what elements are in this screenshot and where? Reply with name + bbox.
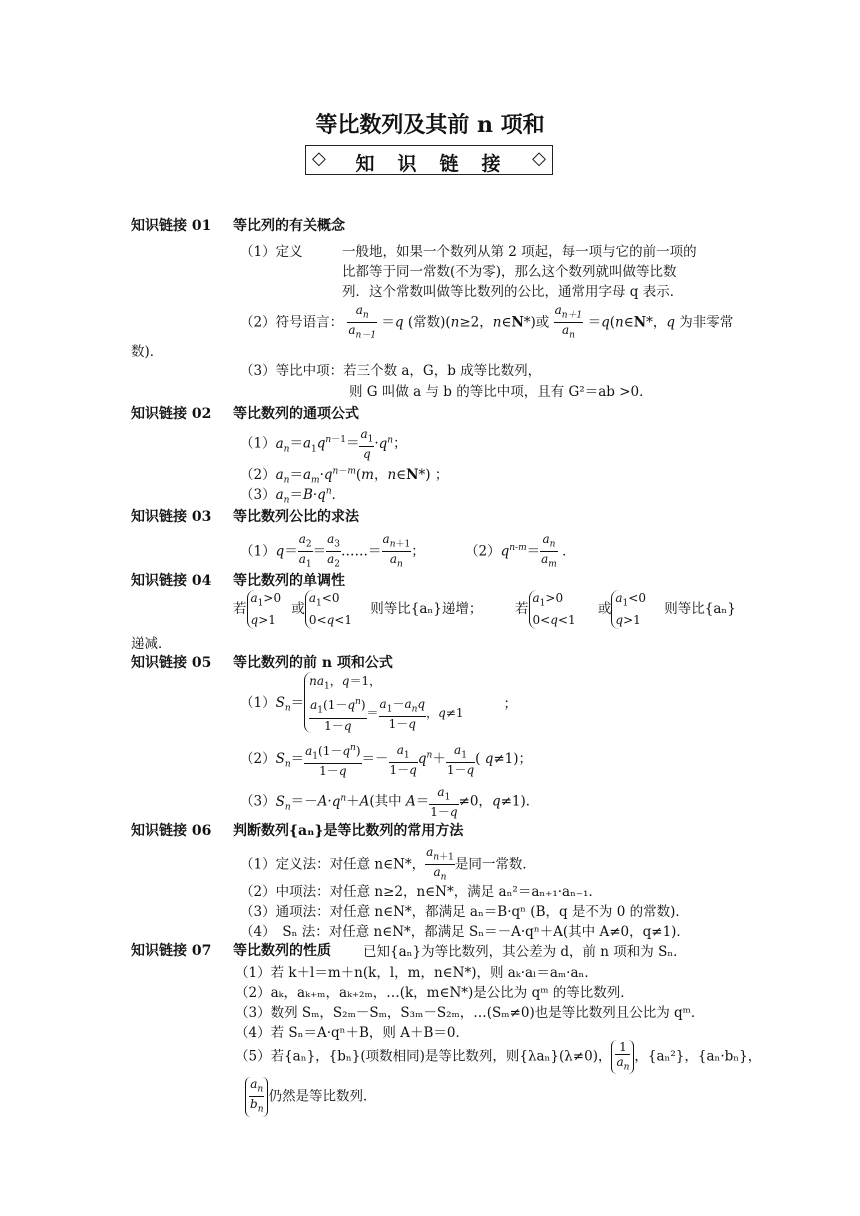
formula: ＝q (常数)(n≥2，n∈N*)或 bbox=[381, 314, 550, 331]
diamond-icon: ◇ bbox=[532, 148, 546, 169]
definition-line: 一般地，如果一个数列从第 2 项起，每一项与它的前一项的 bbox=[342, 244, 697, 260]
geometric-mean-line: 则 G 叫做 a 与 b 的等比中项，且有 G²＝ab >0． bbox=[349, 384, 653, 400]
ratio-formula: $(2)q^{n-m}=$ $\frac{a_n}{a_m}$ ． bbox=[465, 532, 576, 570]
section-title: 判断数列{aₙ}是等比数列的常用方法 bbox=[233, 823, 464, 839]
section-title: 等比数列的单调性 bbox=[233, 573, 345, 589]
property-line: $\frac{a_n}{b_n}$ 仍然是等比数列． bbox=[245, 1077, 376, 1117]
general-term-formula: $(2)a_n=a_m\cdot q^{n-m}(m$，n∈N*) ； bbox=[240, 466, 449, 486]
section-label: 知识链接 04 bbox=[131, 573, 212, 589]
property-line: （1）若 k＋l＝m＋n(k，l，m，n∈N*)，则 aₖ·aₗ＝aₘ·aₙ． bbox=[235, 965, 598, 981]
section-label: 知识链接 01 bbox=[131, 218, 212, 234]
monotonic-increasing: 若$a_1>0$ q>1 或$a_1<0$ 0<q<1 则等比{aₙ}递增； bbox=[233, 591, 483, 628]
formula: ＝q(n∈N*，q 为非零常 bbox=[587, 314, 734, 331]
definition-label: （1）定义 bbox=[240, 244, 303, 260]
method-middle-term: （2）中项法：对任意 n≥2，n∈N*，满足 aₙ²＝aₙ₊₁·aₙ₋₁． bbox=[240, 884, 602, 900]
monotonic-decreasing: 若$a_1>0$ 0<q<1 或$a_1<0$ q>1 则等比{aₙ} bbox=[515, 591, 736, 628]
ratio-fraction: $\frac{a_{n+1}}{a_n}$ bbox=[554, 303, 583, 341]
property-line: （2）aₖ，aₖ₊ₘ，aₖ₊₂ₘ，…(k，m∈N*)是公比为 qᵐ 的等比数列． bbox=[235, 985, 634, 1001]
symbol-language-label: （2）符号语言： bbox=[240, 314, 344, 331]
section-label: 知识链接 07 bbox=[131, 943, 212, 959]
method-sum: （4） Sₙ 法：对任意 n∈N*，都满足 Sₙ＝－A·qⁿ＋A(其中 A≠0，q≠1)． bbox=[240, 924, 690, 940]
section-label: 知识链接 03 bbox=[131, 509, 212, 525]
definition-line: 列．这个常数叫做等比数列的公比，通常用字母 q 表示． bbox=[342, 284, 684, 300]
sum-formula-piecewise: $(1)S_n=na_1$，q＝1， $\frac{a_1(1-q^n)}{1-q}$ ＝ $\frac{a_1-a_nq}{1-q}$ ，q≠1； bbox=[240, 674, 517, 733]
general-term-formula: $(1)a_n=a_1q^{n-1}=$ $\frac{a_1}{q}$ $\cdot q^n$； bbox=[240, 427, 407, 462]
properties-intro: 已知{aₙ}为等比数列，其公差为 d，前 n 项和为 Sₙ． bbox=[363, 944, 687, 960]
knowledge-link-banner bbox=[305, 145, 553, 175]
section-label: 知识链接 02 bbox=[131, 406, 212, 422]
symbol-language bbox=[240, 303, 733, 343]
property-line: （3）数列 Sₘ，S₂ₘ－Sₘ，S₃ₘ－S₂ₘ，…(Sₘ≠0)也是等比数列且公比为 qᵐ． bbox=[235, 1005, 705, 1021]
diamond-icon: ◇ bbox=[312, 148, 326, 169]
property-line: （5）若{aₙ}，{bₙ}(项数相同)是等比数列，则{λaₙ}(λ≠0)， $\frac{1}{a_n}$ ，{aₙ²}，{aₙ·bₙ}， bbox=[235, 1040, 762, 1073]
banner-text: 知 识 链 接 bbox=[355, 153, 503, 175]
monotonic-tail: 递减． bbox=[131, 636, 172, 652]
symbol-language-tail: 数)． bbox=[131, 344, 164, 360]
section-title: 等比数列的前 n 项和公式 bbox=[233, 655, 393, 671]
section-title: 等比列的有关概念 bbox=[233, 218, 345, 234]
section-label: 知识链接 06 bbox=[131, 823, 212, 839]
section-title: 等比数列的通项公式 bbox=[233, 406, 359, 422]
section-label: 知识链接 05 bbox=[131, 655, 212, 671]
property-line: （4）若 Sₙ＝A·qⁿ＋B，则 A＋B＝0． bbox=[235, 1025, 469, 1041]
sum-formula: $(3)S_n=-A\cdot q^n+A$(其中 A＝ $\frac{a_1}{1-q}$ ≠0，q≠1)． bbox=[240, 785, 540, 820]
method-general-term: （3）通项法：对任意 n∈N*，都满足 aₙ＝B·qⁿ (B，q 是不为 0 的常数)． bbox=[240, 904, 689, 920]
method-definition: （1）定义法：对任意 n∈N*， $\frac{a_{n+1}}{a_n}$ 是同一常数． bbox=[240, 845, 536, 883]
geometric-mean-line: （3）等比中项：若三个数 a，G，b 成等比数列， bbox=[240, 363, 542, 379]
page-title: 等比数列及其前 n 项和 bbox=[315, 112, 545, 138]
general-term-formula: $(3)a_n=B\cdot q^n$． bbox=[240, 486, 346, 506]
sum-formula: $(2)S_n=$ $\frac{a_1(1-q^n)}{1-q}$ ＝－ $\frac{a_1}{1-q}$ $q^n+$ $\frac{a_1}{1-q}$ ( q≠1)； bbox=[240, 742, 533, 779]
section-title: 等比数列的性质 bbox=[233, 943, 331, 959]
definition-line: 比都等于同一常数(不为零)，那么这个数列就叫做等比数 bbox=[342, 264, 677, 280]
section-title: 等比数列公比的求法 bbox=[233, 509, 359, 525]
ratio-formula: （1）q＝ $\frac{a_2}{a_1}$ ＝ $\frac{a_3}{a_2}$ ……＝ $\frac{a_{n+1}}{a_n}$ ； bbox=[240, 532, 425, 570]
ratio-fraction: $\frac{a_n}{a_{n-1}}$ bbox=[348, 303, 377, 341]
